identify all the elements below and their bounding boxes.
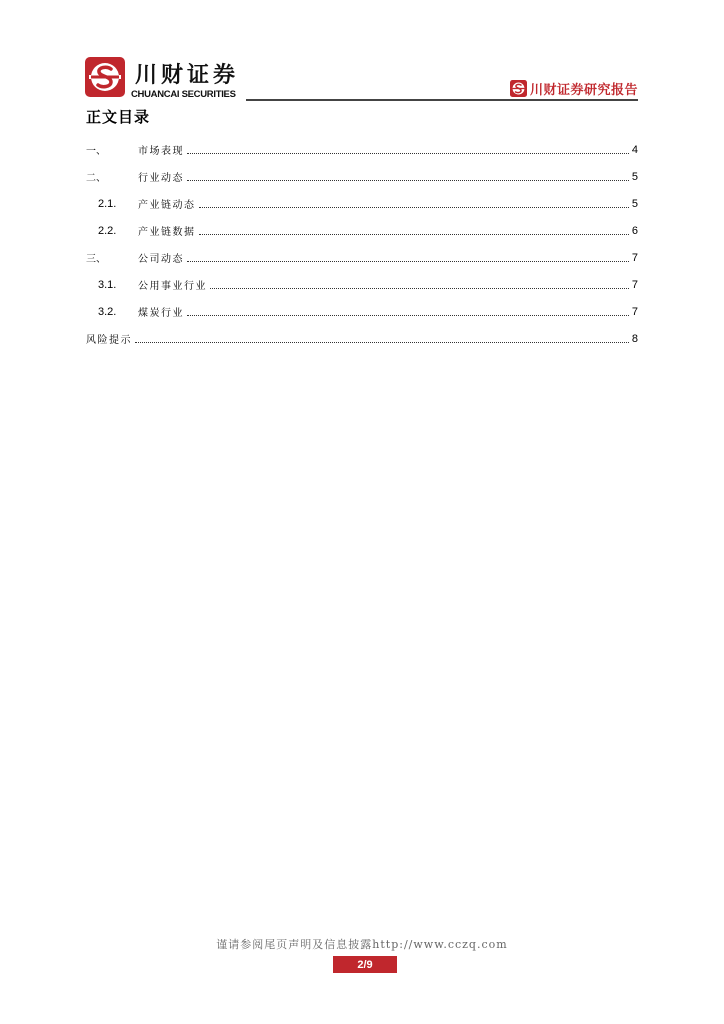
toc-entry[interactable] [86,217,638,244]
toc-leader [135,342,629,343]
page-number-badge: 2/9 [333,956,397,973]
header-divider [246,99,638,101]
company-name-cn: 川财证券 [135,63,240,88]
report-brand [510,79,638,98]
toc-leader [187,315,629,316]
toc-entry-number: 一、 [86,146,106,157]
toc-entry-number: 3.2. [98,305,117,318]
toc-entry[interactable] [86,298,638,325]
toc-entry-page: 6 [631,224,638,237]
toc-entry-page: 7 [631,251,638,264]
toc-leader [187,261,629,262]
toc-entry[interactable] [86,136,638,163]
toc-leader [199,234,629,235]
toc-entry-number: 3.1. [98,278,117,291]
toc-entry-number: 二、 [86,173,106,184]
disclaimer-note: 谨请参阅尾页声明及信息披露http://www.cczq.com [216,938,508,951]
toc-entry-title: 产业链动态 [138,200,196,211]
toc-entry-title: 市场表现 [138,146,184,157]
company-name-en: CHUANCAI SECURITIES [131,89,236,100]
toc-leader [199,207,629,208]
table-of-contents [86,136,638,352]
toc-entry[interactable] [86,190,638,217]
toc-entry[interactable] [86,163,638,190]
toc-leader [187,180,629,181]
toc-entry-number: 2.1. [98,197,117,210]
toc-entry-title: 公用事业行业 [138,281,207,292]
toc-entry-title: 煤炭行业 [138,308,184,319]
toc-leader [210,288,629,289]
toc-entry-title: 风险提示 [86,335,132,346]
company-logo-icon [85,57,125,97]
toc-entry-page: 5 [631,197,638,210]
toc-entry[interactable] [86,244,638,271]
toc-title: 正文目录 [86,108,151,126]
toc-entry-page: 4 [631,143,638,156]
toc-entry-number: 2.2. [98,224,117,237]
toc-entry-title: 行业动态 [138,173,184,184]
toc-entry-title: 产业链数据 [138,227,196,238]
toc-entry-title: 公司动态 [138,254,184,265]
toc-entry[interactable] [86,325,638,352]
toc-entry-number: 三、 [86,254,106,265]
brand-mini-logo-icon [510,80,527,97]
toc-entry-page: 5 [631,170,638,183]
toc-entry[interactable] [86,271,638,298]
toc-leader [187,153,629,154]
toc-entry-page: 8 [631,332,638,345]
report-brand-label: 川财证券研究报告 [529,83,638,98]
toc-entry-page: 7 [631,305,638,318]
toc-entry-page: 7 [631,278,638,291]
